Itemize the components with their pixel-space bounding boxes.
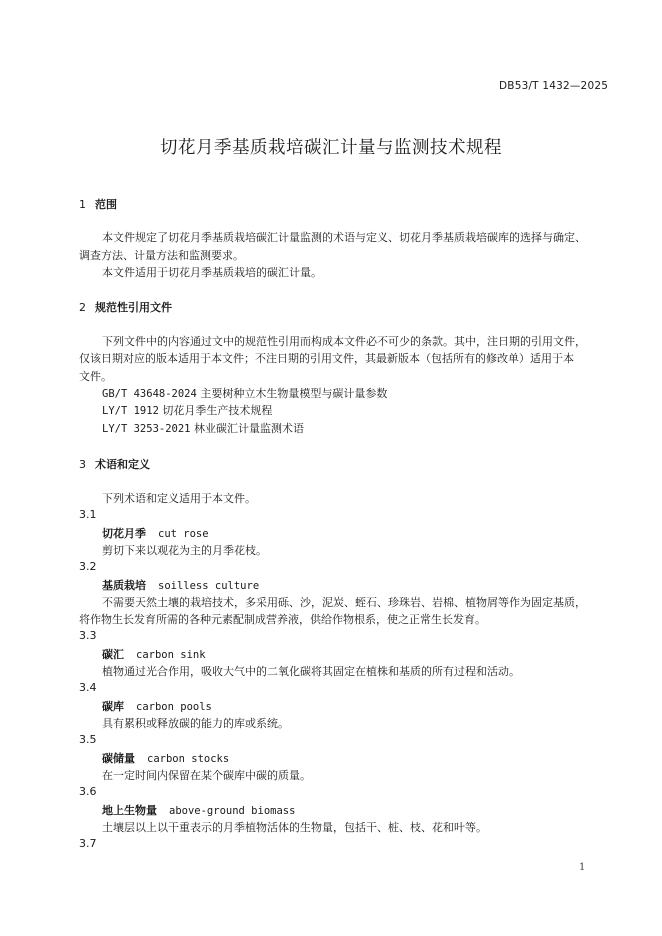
term-number: 3.4 xyxy=(79,681,97,694)
section-number: 3 xyxy=(79,458,86,471)
paragraph-line: 文件。 xyxy=(79,370,112,383)
term-definition: 具有累积或释放碳的能力的库或系统。 xyxy=(102,717,289,730)
page-number: 1 xyxy=(579,862,586,873)
reference-name: 切花月季生产技术规程 xyxy=(162,404,273,417)
term-chinese: 切花月季 xyxy=(102,527,146,540)
term-chinese: 基质栽培 xyxy=(102,579,146,592)
section-3-heading xyxy=(79,456,150,472)
document-title: 切花月季基质栽培碳汇计量与监测技术规程 xyxy=(160,138,502,158)
reference-name: 主要树种立木生物量模型与碳计量参数 xyxy=(200,387,388,400)
section-1-heading xyxy=(79,196,117,212)
term-heading xyxy=(102,750,229,766)
reference-item xyxy=(102,420,304,436)
reference-item xyxy=(102,402,272,418)
term-number: 3.1 xyxy=(79,508,97,521)
paragraph-line: 本文件规定了切花月季基质栽培碳汇计量监测的术语与定义、切花月季基质栽培碳库的选择与确定、 xyxy=(102,231,586,244)
reference-code: LY/T 3253-2021 xyxy=(102,423,191,435)
term-chinese: 碳储量 xyxy=(102,752,135,765)
reference-item xyxy=(102,385,387,401)
term-chinese: 碳库 xyxy=(102,700,124,713)
term-chinese: 地上生物量 xyxy=(102,804,157,817)
term-definition: 植物通过光合作用，吸收大气中的二氧化碳将其固定在植株和基质的所有过程和活动。 xyxy=(102,665,520,678)
paragraph-line: 仅该日期对应的版本适用于本文件；不注日期的引用文件，其最新版本（包括所有的修改单）适用于本 xyxy=(79,352,574,365)
term-number: 3.5 xyxy=(79,733,97,746)
reference-code: GB/T 43648-2024 xyxy=(102,388,197,400)
paragraph-line: 本文件适用于切花月季基质栽培的碳汇计量。 xyxy=(102,266,322,279)
paragraph-line: 下列术语和定义适用于本文件。 xyxy=(102,492,256,505)
term-heading xyxy=(102,698,212,714)
term-definition: 剪切下来以观花为主的月季花枝。 xyxy=(102,544,267,557)
paragraph-line: 下列文件中的内容通过文中的规范性引用而构成本文件必不可少的条款。其中，注日期的引用文件， xyxy=(102,335,586,348)
reference-code: LY/T 1912 xyxy=(102,405,159,417)
section-title: 术语和定义 xyxy=(95,458,150,471)
term-english: carbon stocks xyxy=(147,753,230,765)
section-number: 1 xyxy=(79,198,86,211)
section-title: 范围 xyxy=(95,198,117,211)
term-heading xyxy=(102,577,259,593)
term-number: 3.6 xyxy=(79,785,97,798)
section-title: 规范性引用文件 xyxy=(95,301,172,314)
standard-code: DB53/T 1432—2025 xyxy=(499,80,609,92)
term-definition: 将作物生长发育所需的各种元素配制成营养液，供给作物根系，使之正常生长发育。 xyxy=(79,613,486,626)
term-definition: 在一定时间内保留在某个碳库中碳的质量。 xyxy=(102,769,311,782)
term-english: above-ground biomass xyxy=(169,805,296,817)
section-number: 2 xyxy=(79,301,86,314)
section-2-heading xyxy=(79,299,172,315)
term-chinese: 碳汇 xyxy=(102,648,124,661)
term-english: cut rose xyxy=(158,528,209,540)
term-number: 3.7 xyxy=(79,837,97,850)
paragraph-line: 调查方法、计量方法和监测要求。 xyxy=(79,249,244,262)
reference-name: 林业碳汇计量监测术语 xyxy=(194,422,305,435)
term-number: 3.3 xyxy=(79,629,97,642)
term-english: soilless culture xyxy=(158,580,260,592)
term-heading xyxy=(102,802,295,818)
term-heading xyxy=(102,525,209,541)
term-english: carbon sink xyxy=(136,649,206,661)
term-definition: 不需要天然土壤的栽培技术，多采用砾、沙，泥炭、蛭石、珍珠岩、岩棉、植物屑等作为固定基质， xyxy=(102,596,586,609)
term-heading xyxy=(102,646,206,662)
term-number: 3.2 xyxy=(79,560,97,573)
term-english: carbon pools xyxy=(136,701,212,713)
term-definition: 土壤层以上以干重表示的月季植物活体的生物量，包括干、桩、枝、花和叶等。 xyxy=(102,821,487,834)
